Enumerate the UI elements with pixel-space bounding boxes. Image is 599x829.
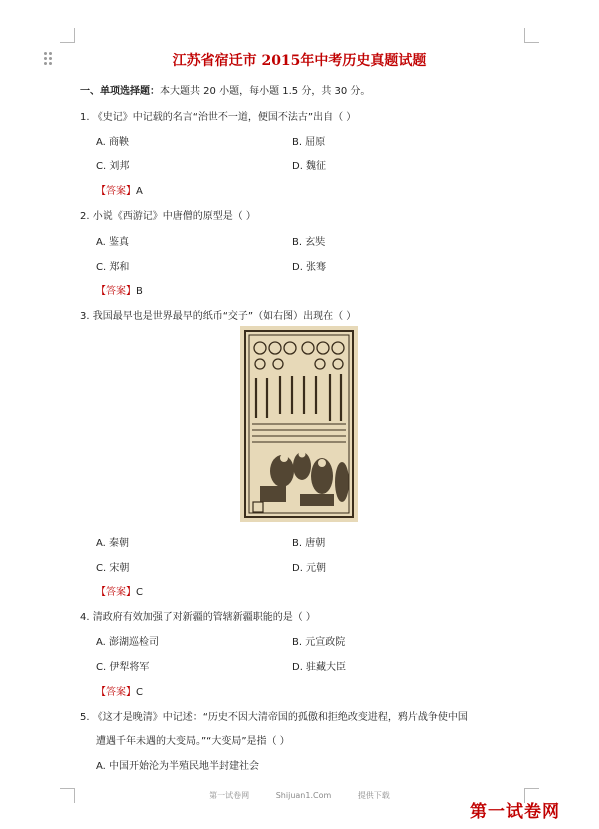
answer-value: C [136, 687, 143, 698]
q1-option-b: B. 屈原 [292, 137, 326, 148]
answer-label: 【答案】 [96, 587, 136, 598]
section-description: 本大题共 20 小题，每小题 1.5 分，共 30 分。 [160, 86, 371, 97]
answer-label: 【答案】 [96, 286, 136, 297]
question-3-stem: 3. 我国最早也是世界最早的纸币“交子”（如右图）出现在（ ） [80, 311, 357, 322]
q4-answer [96, 683, 143, 698]
crop-mark-top-right [524, 28, 539, 43]
q4-option-a: A. 澎湖巡检司 [96, 637, 160, 648]
q3-answer [96, 583, 143, 598]
q3-option-a: A. 秦朝 [96, 538, 130, 549]
answer-value: B [136, 286, 143, 297]
q3-option-d: D. 元朝 [292, 563, 327, 574]
q4-option-b: B. 元宣政院 [292, 637, 346, 648]
q4-option-c: C. 伊犁将军 [96, 662, 150, 673]
jiaozi-banknote-image [240, 326, 358, 522]
q2-option-b: B. 玄奘 [292, 237, 326, 248]
answer-label: 【答案】 [96, 687, 136, 698]
question-2-stem: 2. 小说《西游记》中唐僧的原型是（ ） [80, 211, 256, 222]
q4-option-d: D. 驻藏大臣 [292, 662, 347, 673]
document-title: 江苏省宿迁市 2015年中考历史真题试题 [172, 53, 427, 69]
q1-option-d: D. 魏征 [292, 161, 327, 172]
q1-answer [96, 182, 143, 197]
q1-option-a: A. 商鞅 [96, 137, 130, 148]
q1-option-c: C. 刘邦 [96, 161, 130, 172]
footer-right: 提供下载 [357, 791, 390, 800]
footer-left: 第一试卷网 [209, 791, 250, 800]
section-heading [80, 82, 370, 97]
question-4-stem: 4. 清政府有效加强了对新疆的管辖新疆职能的是（ ） [80, 612, 316, 623]
site-brand-watermark: 第一试卷网 [470, 802, 560, 822]
q2-option-a: A. 鉴真 [96, 237, 130, 248]
answer-value: A [136, 186, 143, 197]
q2-answer [96, 282, 143, 297]
crop-mark-top-left [60, 28, 75, 43]
q3-option-b: B. 唐朝 [292, 538, 326, 549]
q2-option-c: C. 郑和 [96, 262, 130, 273]
answer-value: C [136, 587, 143, 598]
q2-option-d: D. 张骞 [292, 262, 327, 273]
answer-label: 【答案】 [96, 186, 136, 197]
question-5-stem-line-1: 5. 《这才是晚清》中记述：“历史不因大清帝国的孤傲和拒绝改变进程，鸦片战争使中国 [80, 712, 468, 723]
question-5-stem-line-2: 遭遇千年未遇的大变局。”“大变局”是指（ ） [96, 736, 290, 747]
footer-center: Shijuan1.Com [275, 791, 332, 800]
q3-option-c: C. 宋朝 [96, 563, 130, 574]
section-label: 一、单项选择题： [80, 86, 160, 97]
q5-option-a: A. 中国开始沦为半殖民地半封建社会 [96, 761, 260, 772]
question-1-stem: 1. 《史记》中记载的名言“治世不一道，便国不法古”出自（ ） [80, 112, 357, 123]
